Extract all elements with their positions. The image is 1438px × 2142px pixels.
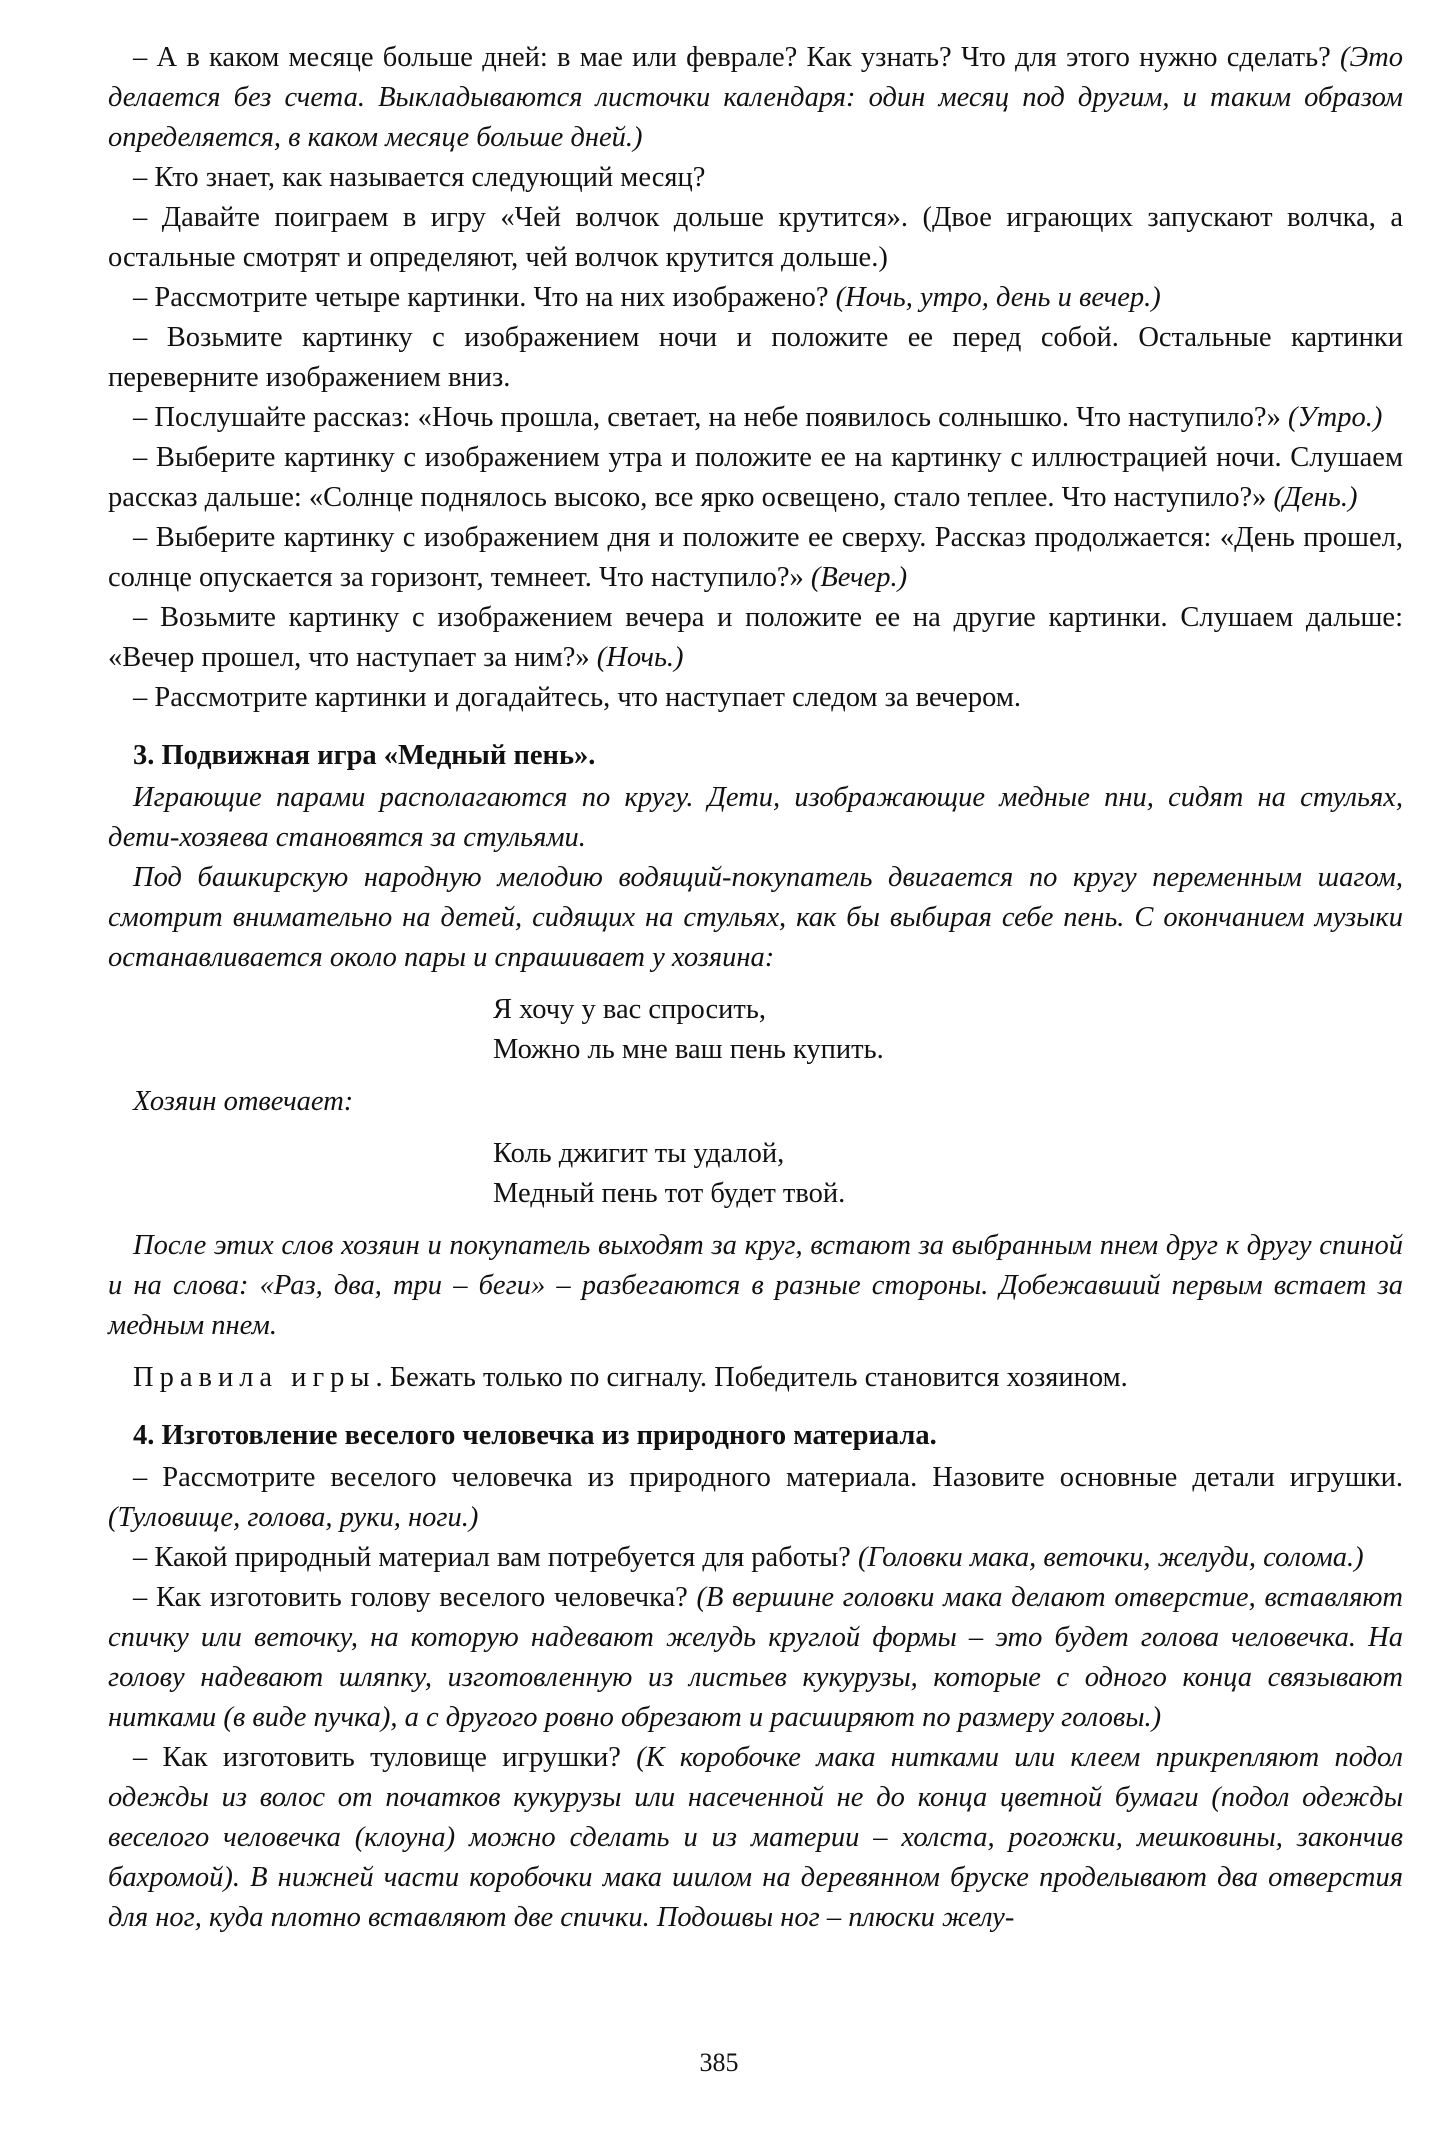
page-body bbox=[108, 38, 1403, 1938]
paragraph: – Давайте поиграем в игру «Чей волчок дольше крутится». (Двое играющих запускают волчка, а остальные смотрят и определяют, чей волчок крутится дольше.) bbox=[108, 202, 1403, 273]
poem-stanza bbox=[493, 990, 1403, 1070]
game-description: После этих слов хозяин и покупатель выходят за круг, встают за выбранным пнем друг к другу спиной и на слова: «Раз, два, три – беги» – разбегаются в разные стороны. Добежавший первым встает за медным пнем. bbox=[108, 1230, 1403, 1341]
game-description: Играющие парами располагаются по кругу. Дети, изображающие медные пни, сидят на стульях, дети-хозяева становятся за стульями. bbox=[108, 782, 1403, 853]
paragraph: – А в каком месяце больше дней: в мае или феврале? Как узнать? Что для этого нужно сделать? (Это делается без счета. Выкладываются листочки календаря: один месяц под другим, и таким образом определяется, в каком месяце больше дней.) bbox=[108, 42, 1403, 153]
paragraph: – Выберите картинку с изображением утра и положите ее на картинку с иллюстрацией ночи. Слушаем рассказ дальше: «Солнце поднялось высоко, все ярко освещено, стало теплее. Что наступило?» (День.) bbox=[108, 442, 1403, 513]
answer-text: (Вечер.) bbox=[810, 562, 908, 593]
answer-text: (Головки мака, веточки, желуди, солома.) bbox=[857, 1542, 1364, 1573]
rules-text: . Бежать только по сигналу. Победитель становится хозяином. bbox=[375, 1362, 1128, 1393]
paragraph: – Рассмотрите картинки и догадайтесь, что наступает следом за вечером. bbox=[133, 682, 1021, 713]
page-number: 385 bbox=[699, 2048, 739, 2077]
rules-label: Правила игры bbox=[133, 1362, 376, 1393]
answer-text: (Ночь.) bbox=[596, 642, 684, 673]
poem-line: Коль джигит ты удалой, bbox=[493, 1138, 785, 1169]
answer-text: (День.) bbox=[1273, 482, 1358, 513]
paragraph: – Какой природный материал вам потребуется для работы? (Головки мака, веточки, желуди, солома.) bbox=[133, 1542, 1364, 1573]
game-description: Под башкирскую народную мелодию водящий-покупатель двигается по кругу переменным шагом, смотрит внимательно на детей, сидящих на стульях, как бы выбирая себе пень. С окончанием музыки останавливается около пары и спрашивает у хозяина: bbox=[108, 862, 1403, 973]
paragraph: – Рассмотрите четыре картинки. Что на них изображено? (Ночь, утро, день и вечер.) bbox=[133, 282, 1161, 313]
answer-text: (К коробочке мака нитками или клеем прикрепляют подол одежды из волос от початков кукурузы или насеченной не до конца цветной бумаги (подол одежды веселого человечка (клоуна) можно сделать и из материи – холста, рогожки, мешковины, закончив бахромой). В нижней части коробочки мака шилом на деревянном бруске проделывают два отверстия для ног, куда плотно вставляют две спички. Подошвы ног – плюски желу- bbox=[108, 1742, 1403, 1933]
speaker-label: Хозяин отвечает: bbox=[133, 1086, 354, 1117]
paragraph: – Рассмотрите веселого человечка из природного материала. Назовите основные детали игрушки. (Туловище, голова, руки, ноги.) bbox=[108, 1462, 1403, 1533]
paragraph: – Кто знает, как называется следующий месяц? bbox=[133, 162, 706, 193]
paragraph: – Как изготовить голову веселого человечка? (В вершине головки мака делают отверстие, вставляют спичку или веточку, на которую надевают желудь круглой формы – это будет голова человечка. На голову надевают шляпку, изготовленную из листьев кукурузы, которые с одного конца связывают нитками (в виде пучка), а с другого ровно обрезают и расширяют по размеру головы.) bbox=[108, 1582, 1404, 1733]
answer-text: (Это делается без счета. Выкладываются листочки календаря: один месяц под другим, и таким образом определяется, в каком месяце больше дней.) bbox=[108, 42, 1403, 153]
poem-stanza bbox=[493, 1134, 1403, 1214]
answer-text: (Туловище, голова, руки, ноги.) bbox=[108, 1502, 479, 1533]
paragraph: – Возьмите картинку с изображением вечера и положите ее на другие картинки. Слушаем дальше: «Вечер прошел, что наступает за ним?» (Ночь.) bbox=[108, 602, 1403, 673]
poem-line: Можно ль мне ваш пень купить. bbox=[493, 1034, 884, 1065]
paragraph: – Послушайте рассказ: «Ночь прошла, светает, на небе появилось солнышко. Что наступило?» (Утро.) bbox=[133, 402, 1383, 433]
section-heading: 3. Подвижная игра «Медный пень». bbox=[133, 740, 596, 771]
game-rules bbox=[108, 1358, 1403, 1398]
answer-text: (Утро.) bbox=[1287, 402, 1383, 433]
answer-text: (Ночь, утро, день и вечер.) bbox=[835, 282, 1161, 313]
section-heading: 4. Изготовление веселого человечка из природного материала. bbox=[133, 1420, 937, 1451]
paragraph: – Выберите картинку с изображением дня и положите ее сверху. Рассказ продолжается: «День прошел, солнце опускается за горизонт, темнеет. Что наступило?» (Вечер.) bbox=[108, 522, 1403, 593]
paragraph: – Как изготовить туловище игрушки? (К коробочке мака нитками или клеем прикрепляют подол одежды из волос от початков кукурузы или насеченной не до конца цветной бумаги (подол одежды веселого человечка (клоуна) можно сделать и из материи – холста, рогожки, мешковины, закончив бахромой). В нижней части коробочки мака шилом на деревянном бруске проделывают два отверстия для ног, куда плотно вставляют две спички. Подошвы ног – плюски желу- bbox=[108, 1742, 1403, 1933]
answer-text: (В вершине головки мака делают отверстие, вставляют спичку или веточку, на которую надевают желудь круглой формы – это будет голова человечка. На голову надевают шляпку, изготовленную из листьев кукурузы, которые с одного конца связывают нитками (в виде пучка), а с другого ровно обрезают и расширяют по размеру головы.) bbox=[108, 1582, 1404, 1733]
paragraph: – Возьмите картинку с изображением ночи и положите ее перед собой. Остальные картинки переверните изображением вниз. bbox=[108, 322, 1403, 393]
poem-line: Медный пень тот будет твой. bbox=[493, 1178, 846, 1209]
poem-line: Я хочу у вас спросить, bbox=[493, 994, 766, 1025]
